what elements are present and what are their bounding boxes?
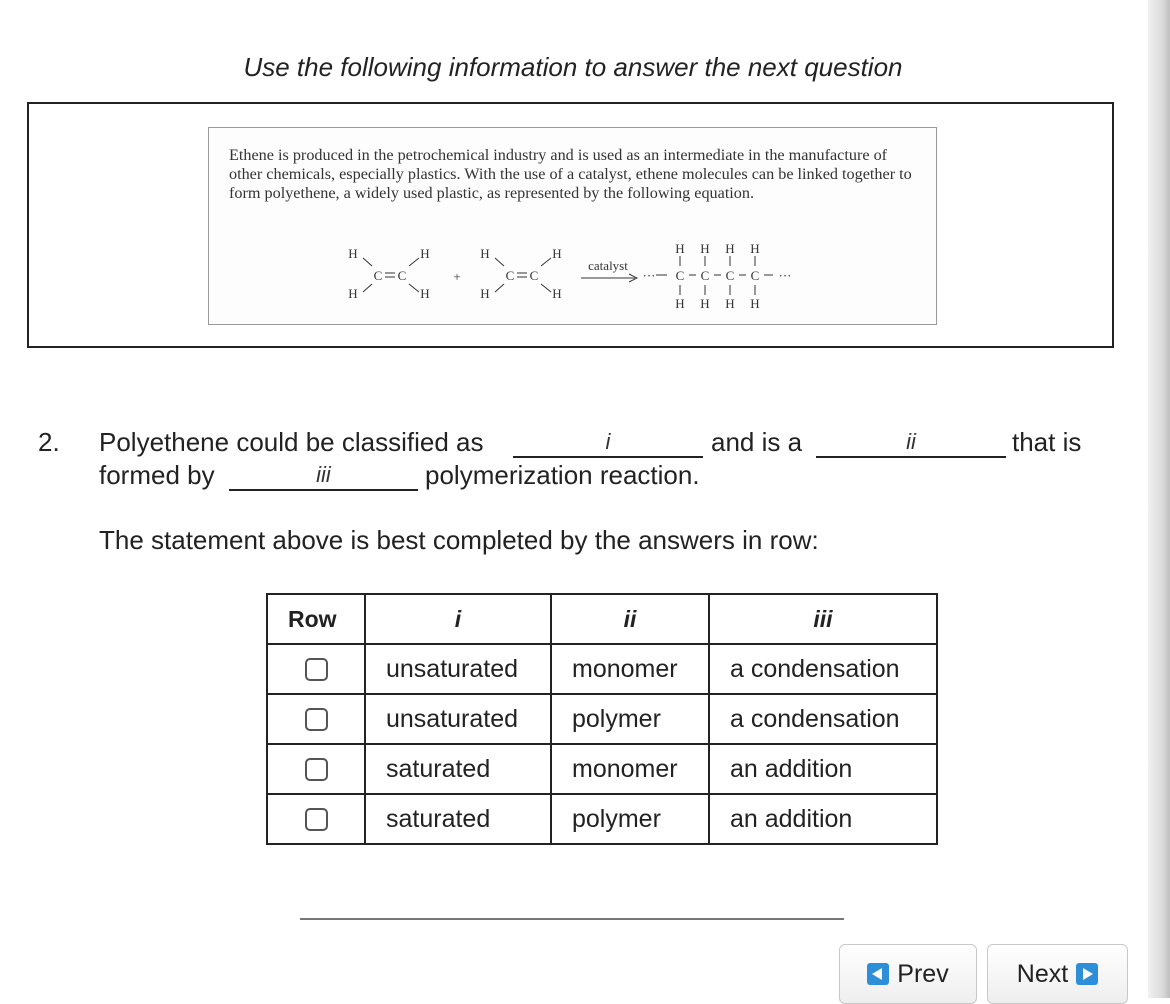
eq-c: C <box>725 268 735 283</box>
eq-ellipsis: ··· <box>642 268 656 283</box>
table-header-row <box>267 594 937 644</box>
row-select-cell <box>267 794 365 844</box>
question-text-line1-c: that is <box>1012 427 1082 457</box>
question-prompt: The statement above is best completed by the answers in row: <box>99 525 819 555</box>
divider <box>300 918 844 920</box>
header-row: Row <box>267 594 365 644</box>
prev-label: Prev <box>897 959 949 988</box>
eq-h: H <box>480 246 490 261</box>
row-select-cell <box>267 744 365 794</box>
eq-h: H <box>700 241 710 256</box>
eq-h: H <box>480 286 490 301</box>
next-button[interactable] <box>987 944 1128 1004</box>
cell-iii: an addition <box>709 794 937 844</box>
eq-h: H <box>750 241 760 256</box>
question-text-line2-a: formed by <box>99 460 215 490</box>
eq-c: C <box>675 268 685 283</box>
eq-h: H <box>552 286 562 301</box>
arrow-right-icon <box>1076 963 1098 985</box>
eq-h: H <box>348 246 358 261</box>
cell-ii: polymer <box>551 694 709 744</box>
table-row <box>267 694 937 744</box>
header-iii: iii <box>709 594 937 644</box>
row-select-cell <box>267 694 365 744</box>
eq-catalyst: catalyst <box>588 258 628 273</box>
eq-h: H <box>700 296 710 311</box>
cell-ii: polymer <box>551 794 709 844</box>
header-i: i <box>365 594 551 644</box>
table-row <box>267 744 937 794</box>
cell-ii: monomer <box>551 744 709 794</box>
eq-c: C <box>397 268 407 283</box>
table-row <box>267 794 937 844</box>
cell-iii: a condensation <box>709 694 937 744</box>
blank-i: i <box>513 428 703 458</box>
eq-h: H <box>675 296 685 311</box>
eq-c: C <box>505 268 515 283</box>
cell-iii: a condensation <box>709 644 937 694</box>
info-frame <box>27 102 1114 348</box>
eq-h: H <box>725 296 735 311</box>
info-heading: Use the following information to answer the next question <box>243 52 903 82</box>
eq-h: H <box>725 241 735 256</box>
cell-i: saturated <box>365 744 551 794</box>
eq-h: H <box>348 286 358 301</box>
prev-button[interactable] <box>839 944 977 1004</box>
eq-plus: + <box>453 269 461 284</box>
row-select-cell <box>267 644 365 694</box>
blank-ii: ii <box>816 428 1006 458</box>
window-edge <box>1148 0 1170 998</box>
radio-option-4[interactable] <box>305 808 328 831</box>
question-text-line2-b: polymerization reaction. <box>425 460 700 490</box>
eq-h: H <box>675 241 685 256</box>
eq-h: H <box>420 246 430 261</box>
eq-h: H <box>420 286 430 301</box>
eq-c: C <box>700 268 710 283</box>
info-paragraph: Ethene is produced in the petrochemical industry and is used as an intermediate in the manufacture of other chemicals, especially plastics. With the use of a catalyst, ethene molecules can be linked together to form polyethene, a widely used plastic, as represented by the following equation. <box>229 146 912 202</box>
cell-i: unsaturated <box>365 694 551 744</box>
cell-ii: monomer <box>551 644 709 694</box>
arrow-left-icon <box>867 963 889 985</box>
cell-i: saturated <box>365 794 551 844</box>
radio-option-2[interactable] <box>305 708 328 731</box>
question-number: 2. <box>38 427 60 457</box>
question-text-line1-b: and is a <box>711 427 803 457</box>
eq-c: C <box>529 268 539 283</box>
answer-table <box>266 593 938 845</box>
eq-c: C <box>373 268 383 283</box>
eq-h: H <box>750 296 760 311</box>
radio-option-1[interactable] <box>305 658 328 681</box>
cell-iii: an addition <box>709 744 937 794</box>
cell-i: unsaturated <box>365 644 551 694</box>
eq-ellipsis: ··· <box>778 268 792 283</box>
eq-c: C <box>750 268 760 283</box>
question-text-line1-a: Polyethene could be classified as <box>99 427 484 457</box>
table-row <box>267 644 937 694</box>
eq-h: H <box>552 246 562 261</box>
info-panel <box>208 127 937 325</box>
next-label: Next <box>1016 959 1069 988</box>
header-ii: ii <box>551 594 709 644</box>
ethene-polymerization-equation <box>209 236 936 326</box>
blank-iii: iii <box>229 461 418 491</box>
radio-option-3[interactable] <box>305 758 328 781</box>
